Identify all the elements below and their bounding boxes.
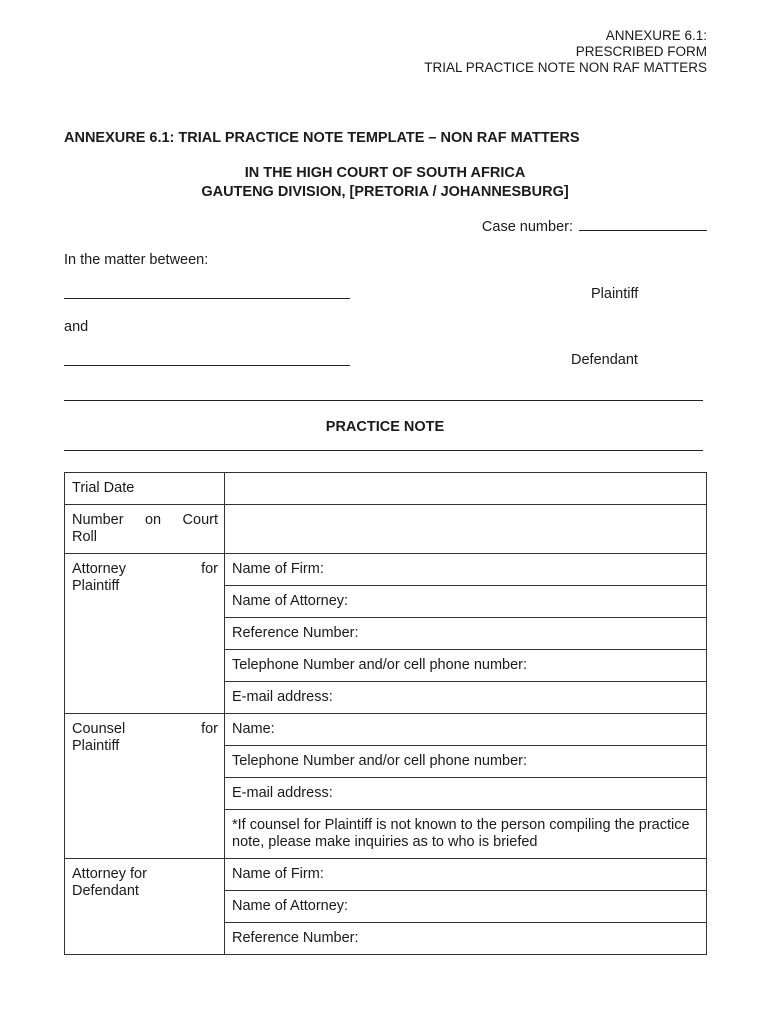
and-label: and bbox=[64, 319, 89, 335]
practice-note-heading: PRACTICE NOTE bbox=[325, 419, 445, 435]
attorney-defendant-line1: Attorney for bbox=[72, 866, 147, 882]
attorney-plaintiff-party: Plaintiff bbox=[72, 578, 120, 594]
plaintiff-firm-field[interactable]: Name of Firm: bbox=[225, 554, 707, 586]
court-name: IN THE HIGH COURT OF SOUTH AFRICA bbox=[244, 165, 526, 181]
attorney-plaintiff-for: for bbox=[201, 561, 218, 577]
defendant-label: Defendant bbox=[571, 352, 638, 368]
plaintiff-label: Plaintiff bbox=[591, 286, 639, 302]
table-row bbox=[65, 859, 707, 891]
counsel-plaintiff-word: Counsel bbox=[72, 721, 126, 737]
header-line-2: PRESCRIBED FORM bbox=[575, 44, 707, 59]
counsel-note: *If counsel for Plaintiff is not known to the person compiling the practice note, please make inquiries as to who is briefed bbox=[225, 810, 707, 859]
counsel-telephone-field[interactable]: Telephone Number and/or cell phone number: bbox=[225, 746, 707, 778]
plaintiff-name-field[interactable] bbox=[64, 298, 350, 299]
counsel-plaintiff-label bbox=[65, 714, 225, 859]
number-on-roll-field[interactable] bbox=[225, 505, 707, 554]
plaintiff-telephone-field[interactable]: Telephone Number and/or cell phone number: bbox=[225, 650, 707, 682]
defendant-attorney-name-field[interactable]: Name of Attorney: bbox=[225, 891, 707, 923]
plaintiff-email-field[interactable]: E-mail address: bbox=[225, 682, 707, 714]
document-title: ANNEXURE 6.1: TRIAL PRACTICE NOTE TEMPLATE – NON RAF MATTERS bbox=[64, 130, 580, 146]
number-on-roll-line1: Number on Court bbox=[72, 512, 218, 528]
case-number-field[interactable] bbox=[579, 217, 707, 231]
divider-bottom bbox=[64, 450, 703, 451]
number-on-roll-line2: Roll bbox=[72, 529, 97, 545]
practice-note-table bbox=[64, 472, 707, 955]
counsel-email-field[interactable]: E-mail address: bbox=[225, 778, 707, 810]
number-on-roll-label bbox=[65, 505, 225, 554]
case-number bbox=[482, 217, 707, 235]
defendant-firm-field[interactable]: Name of Firm: bbox=[225, 859, 707, 891]
divider-top bbox=[64, 400, 703, 401]
attorney-defendant-line2: Defendant bbox=[72, 883, 139, 899]
in-the-matter-label: In the matter between: bbox=[64, 252, 209, 268]
attorney-plaintiff-word: Attorney bbox=[72, 561, 126, 577]
attorney-plaintiff-label bbox=[65, 554, 225, 714]
defendant-name-field[interactable] bbox=[64, 365, 350, 366]
header-line-3: TRIAL PRACTICE NOTE NON RAF MATTERS bbox=[424, 60, 707, 75]
table-row bbox=[65, 505, 707, 554]
court-division: GAUTENG DIVISION, [PRETORIA / JOHANNESBURG] bbox=[201, 184, 569, 200]
table-row bbox=[65, 473, 707, 505]
document-header bbox=[424, 28, 707, 76]
counsel-name-field[interactable]: Name: bbox=[225, 714, 707, 746]
trial-date-label: Trial Date bbox=[65, 473, 225, 505]
attorney-defendant-label bbox=[65, 859, 225, 955]
table-row bbox=[65, 554, 707, 586]
table-row bbox=[65, 714, 707, 746]
defendant-reference-field[interactable]: Reference Number: bbox=[225, 923, 707, 955]
plaintiff-attorney-name-field[interactable]: Name of Attorney: bbox=[225, 586, 707, 618]
counsel-plaintiff-for: for bbox=[201, 721, 218, 737]
header-line-1: ANNEXURE 6.1: bbox=[605, 28, 707, 43]
counsel-plaintiff-party: Plaintiff bbox=[72, 738, 120, 754]
case-number-label: Case number: bbox=[481, 219, 573, 235]
plaintiff-reference-field[interactable]: Reference Number: bbox=[225, 618, 707, 650]
trial-date-field[interactable] bbox=[225, 473, 707, 505]
